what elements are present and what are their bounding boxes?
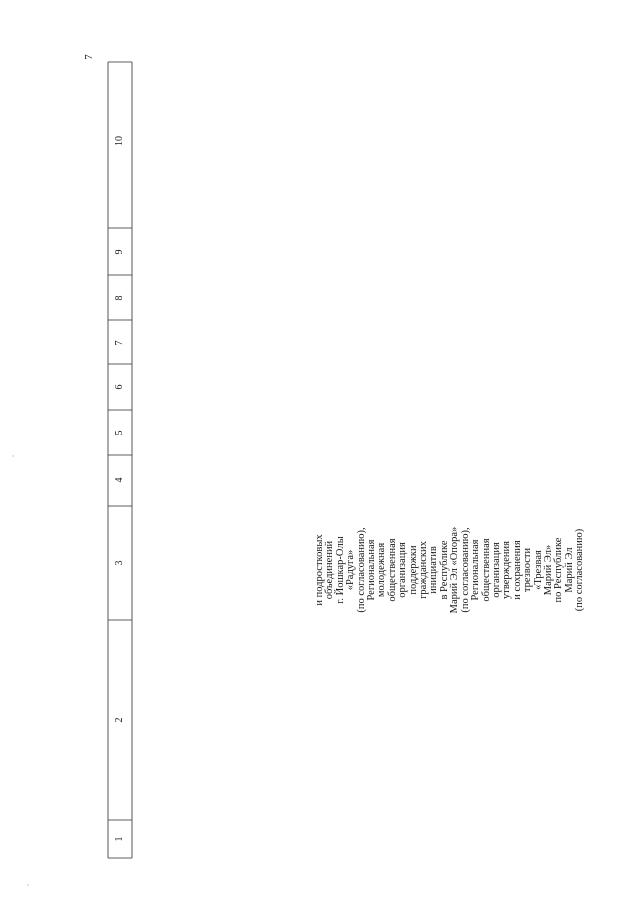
cell-line: гражданских	[418, 541, 430, 599]
cell-line: «Трезвая	[532, 550, 544, 590]
cell-line: по Республике	[553, 537, 565, 603]
column-header-7: 7	[114, 340, 125, 346]
column-header-6: 6	[114, 384, 125, 390]
cell-line: Региональная	[366, 539, 378, 601]
cell-line: (по согласованию),	[355, 527, 367, 613]
cell-line: в Республике	[438, 540, 450, 600]
page-number: 7	[83, 54, 95, 60]
column-header-3: 3	[114, 560, 125, 566]
cell-line: Марий Эл	[563, 547, 575, 593]
cell-line: организация	[490, 542, 502, 598]
cell-line: поддержки	[407, 545, 419, 595]
cell-line: Марий Эл «Опора»	[449, 526, 461, 614]
cell-line: организация	[397, 542, 409, 598]
cell-line: и сохранения	[511, 540, 523, 600]
cell-line: «Радуга»	[345, 549, 357, 591]
cell-line: г. Йошкар-Олы	[334, 536, 346, 604]
cell-line: и подростковых	[314, 534, 325, 606]
cell-line: молодежная	[376, 542, 388, 598]
column-header-9: 9	[114, 249, 125, 255]
cell-line: общественная	[386, 538, 398, 602]
column-header-4: 4	[114, 477, 125, 483]
cell-line: трезвости	[522, 547, 534, 593]
column-3-cell	[314, 300, 586, 840]
cell-line: Региональная	[470, 539, 482, 601]
column-header-5: 5	[114, 430, 125, 436]
column-header-8: 8	[114, 295, 125, 301]
column-header-2: 2	[114, 717, 125, 723]
column-header-1: 1	[114, 836, 125, 842]
cell-line: инициатив	[428, 546, 440, 594]
cell-line: (по согласованию)	[574, 528, 586, 612]
cell-line: общественная	[480, 538, 492, 602]
cell-line: Марий Эл»	[542, 544, 554, 596]
cell-line: утверждения	[501, 541, 513, 599]
scan-speck	[27, 884, 29, 886]
scan-speck	[12, 455, 14, 457]
cell-line: (по согласованию),	[459, 527, 471, 613]
column-header-10: 10	[114, 136, 125, 146]
cell-line: объединений	[324, 540, 336, 600]
